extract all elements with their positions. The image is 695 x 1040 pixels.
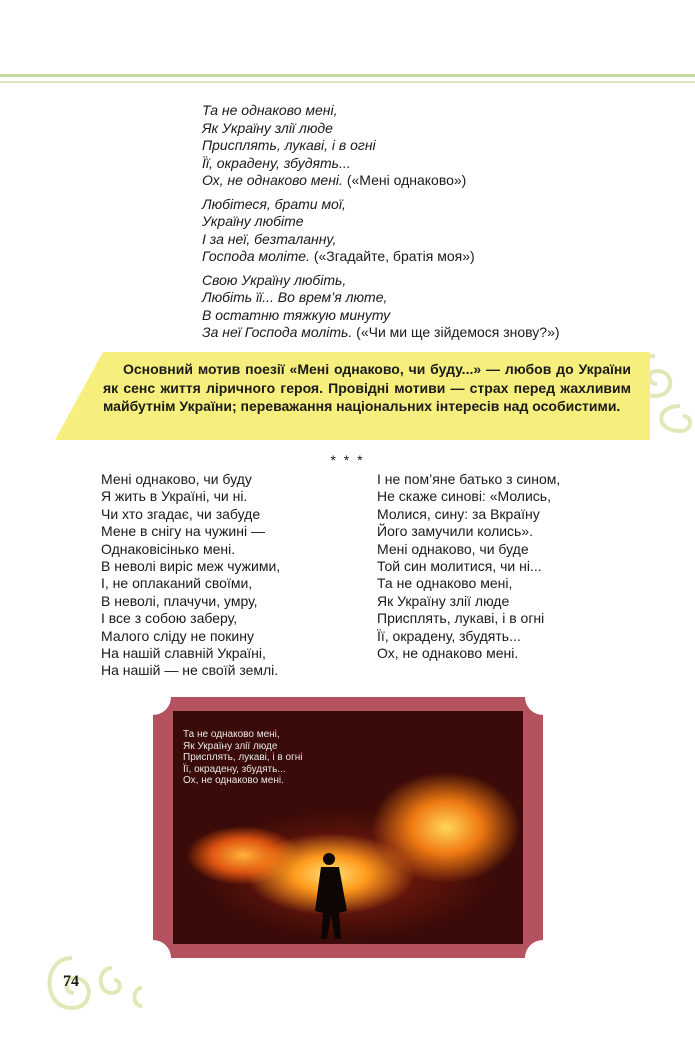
header-rule [0,74,695,77]
poem-line: Мені однаково, чи буду [101,471,252,487]
poem-line: Присплять, лукаві, і в огні [377,610,545,627]
poem-line: На нашій — не своїй землі. [101,662,279,679]
poem-line: Його замучили колись». [377,523,534,540]
poem-line: Той син молитися, чи ні... [377,558,542,575]
quote-line: В остатню тяжкую минуту [202,306,391,323]
poem-column-right [377,471,560,662]
poem-line: Як Україну злії люде [377,592,510,609]
quote-line: Ох, не однаково мені. («Мені однаково») [202,172,467,188]
poem-line: Однаковісінько мені. [101,540,236,557]
callout-text: Основний мотив поезії «Мені однаково, чи буду...» — любов до України як сенс життя ліричного героя. Провідні мотиви — страх перед жахливим майбутнім України; переважання національних інтересів над особистими. [103,361,631,414]
quote-line: Свою Україну любіть, [202,271,347,288]
poem-asterisks: * * * [330,452,365,468]
poem-line: Мені однаково, чи буде [377,540,529,557]
poem-line: На нашій славній Україні, [101,645,266,662]
quote-line: За неї Господа моліть. («Чи ми ще зійдемося знову?») [202,324,560,340]
page-number: 74 [63,973,79,990]
poem-line: Молися, сину: за Вкраїну [377,505,540,522]
photo-caption: Та не однаково мені, Як Україну злії люде Присплять, лукаві, і в огні Її, окрадену, збудять... Ох, не однаково мені. [183,729,303,787]
quote-line: Любіть її... Во врем’я люте, [202,289,388,305]
poem-line: Чи хто згадає, чи забуде [101,505,261,522]
fire-photo [173,711,523,944]
poem-line: В неволі, плачучи, умру, [101,592,258,609]
poem-line: Малого сліду не покину [101,627,254,644]
header-rule-thin [0,81,695,83]
poem-line: Не скаже синові: «Молись, [377,488,551,505]
quote-stanza-3 [202,272,642,342]
poem-line: В неволі виріс меж чужими, [101,558,281,575]
quote-line: І за неї, безталанну, [202,230,337,247]
poem-line: Та не однаково мені, [377,575,513,592]
person-silhouette-icon [313,851,353,941]
poem-line: Її, окрадену, збудять... [377,627,521,644]
quote-line: Україну любіте [202,213,304,229]
quote-source: («Згадайте, братія моя») [313,248,475,264]
poem-line: Я жить в Україні, чи ні. [101,488,248,505]
poem-line: І не пом’яне батько з сином, [377,471,561,487]
quote-line: Любітеся, брати мої, [202,195,346,212]
quote-source: («Чи ми ще зійдемося знову?») [356,324,560,340]
quote-line: Та не однаково мені, [202,102,338,118]
quote-stanza-2 [202,196,642,266]
quote-source: («Мені однаково») [346,172,467,188]
poem-line: Мене в снігу на чужині — [101,523,265,540]
poem-line: Ох, не однаково мені. [377,645,519,662]
quote-line: Присплять, лукаві, і в огні [202,137,376,153]
poem-line: І, не оплаканий своїми, [101,575,253,592]
poem-line: І все з собою заберу, [101,610,238,627]
decorative-swirl-icon [32,948,162,1018]
illustration-frame [153,697,543,958]
quote-line: Господа моліте. («Згадайте, братія моя») [202,248,475,264]
quote-stanza-1 [202,102,642,190]
key-idea-callout [55,352,650,440]
quotes-block [202,102,642,348]
quote-line: Її, окрадену, збудять... [202,154,351,171]
poem-column-left [101,471,280,680]
quote-line: Як Україну злії люде [202,119,333,136]
